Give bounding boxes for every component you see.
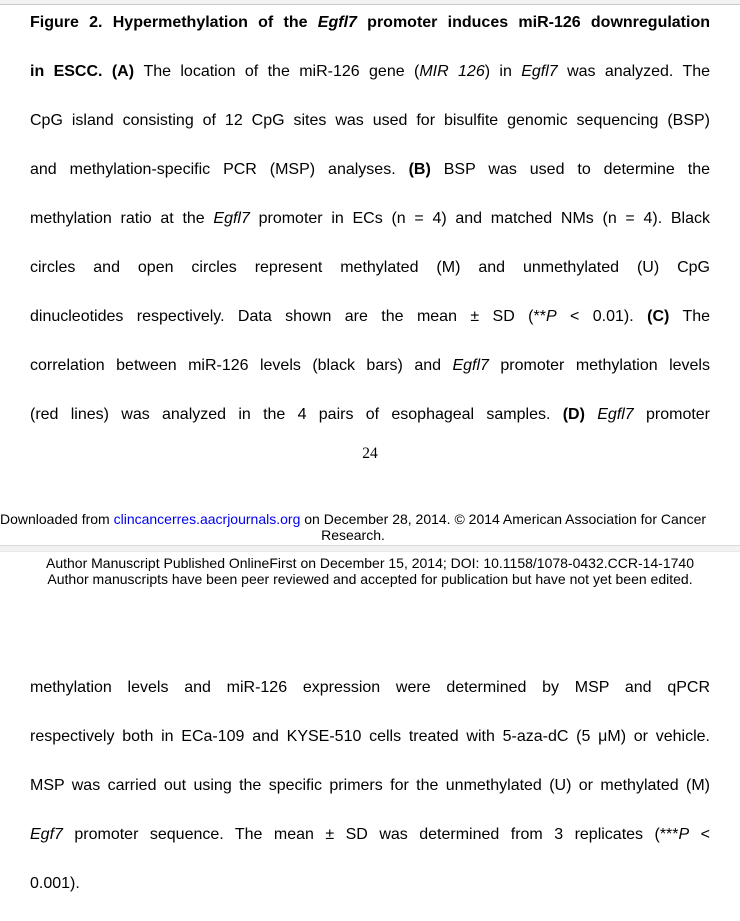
text-segment: MSP was carried out using the specific primers for the unmethylated (U) or methylated (M) <box>30 777 710 794</box>
text-segment: < <box>689 826 710 843</box>
footer-pre-link-text: Downloaded from <box>0 511 114 527</box>
text-segment: Egfl7 <box>317 14 357 31</box>
text-segment: promoter in ECs (n = 4) and matched NMs (n = 4). Black <box>249 210 711 227</box>
text-segment: (D) <box>562 406 585 423</box>
text-segment: 0.001). <box>30 875 80 892</box>
journal-footer <box>0 512 706 543</box>
manuscript-header-note-line: Author manuscripts have been peer reviewed and accepted for publication but have not yet been edited. <box>47 570 693 587</box>
text-segment: promoter <box>633 406 711 423</box>
text-segment: was analyzed. The <box>557 63 711 80</box>
text-segment: Egfl7 <box>213 210 250 227</box>
text-segment: P <box>678 826 690 843</box>
text-line <box>30 47 710 96</box>
figure-legend-continued <box>30 663 710 908</box>
manuscript-header <box>0 556 740 587</box>
text-segment: circles and open circles represent methylated (M) and unmethylated (U) CpG <box>30 259 710 276</box>
text-segment: Egfl7 <box>597 406 634 423</box>
figure-legend <box>30 0 710 439</box>
page-number: 24 <box>362 445 378 462</box>
page-gap-divider <box>0 545 740 552</box>
manuscript-header-doi-line: Author Manuscript Published OnlineFirst on December 15, 2014; DOI: 10.1158/1078-0432.CCR-14-1740 <box>46 555 694 571</box>
text-segment: methylation ratio at the <box>30 210 214 227</box>
text-line <box>30 96 710 145</box>
text-segment: < 0.01). <box>556 308 648 325</box>
text-segment: promoter methylation levels <box>488 357 710 374</box>
text-line <box>30 0 710 47</box>
text-segment: ) in <box>484 63 522 80</box>
text-segment: CpG island consisting of 12 CpG sites was used for bisulfite genomic sequencing (BSP) <box>30 112 710 129</box>
text-segment: respectively both in ECa-109 and KYSE-510 cells treated with 5-aza-dC (5 μM) or vehicle. <box>30 728 710 745</box>
text-segment: methylation levels and miR-126 expression were determined by MSP and qPCR <box>30 679 710 696</box>
text-segment: The location of the miR-126 gene ( <box>143 63 420 80</box>
text-line <box>30 194 710 243</box>
text-segment: dinucleotides respectively. Data shown are the mean ± SD (** <box>30 308 546 325</box>
text-segment: promoter sequence. The mean ± SD was determined from 3 replicates (*** <box>62 826 679 843</box>
text-segment: (red lines) was analyzed in the 4 pairs of esophageal samples. <box>30 406 563 423</box>
footer-post-link-text: on December 28, 2014. © 2014 American Association for Cancer <box>300 511 707 527</box>
text-segment: Figure 2. Hypermethylation of the <box>30 14 318 31</box>
text-segment <box>585 406 597 423</box>
text-line <box>30 663 710 712</box>
journal-link[interactable]: clincancerres.aacrjournals.org <box>113 511 301 527</box>
text-line <box>30 243 710 292</box>
text-segment: Egfl7 <box>521 63 558 80</box>
journal-footer-line2: Research. <box>321 526 385 543</box>
text-segment: promoter induces miR-126 downregulation <box>356 14 711 31</box>
text-segment: correlation between miR-126 levels (black bars) and <box>30 357 453 374</box>
text-line <box>30 761 710 810</box>
text-segment: P <box>545 308 557 325</box>
text-segment: and methylation-specific PCR (MSP) analyses. <box>30 161 409 178</box>
text-segment: MIR 126 <box>419 63 485 80</box>
journal-footer-line1 <box>0 512 706 528</box>
text-line <box>30 292 710 341</box>
text-line <box>30 145 710 194</box>
text-segment: Egfl7 <box>452 357 489 374</box>
text-segment: in ESCC. (A) <box>30 63 144 80</box>
text-line <box>30 390 710 439</box>
text-segment: Egf7 <box>30 826 63 843</box>
text-line <box>30 712 710 761</box>
text-segment: (C) <box>647 308 670 325</box>
text-segment: The <box>669 308 711 325</box>
text-line <box>30 859 710 908</box>
text-segment: BSP was used to determine the <box>430 161 711 178</box>
text-line <box>30 341 710 390</box>
text-line <box>30 810 710 859</box>
text-segment: (B) <box>408 161 431 178</box>
